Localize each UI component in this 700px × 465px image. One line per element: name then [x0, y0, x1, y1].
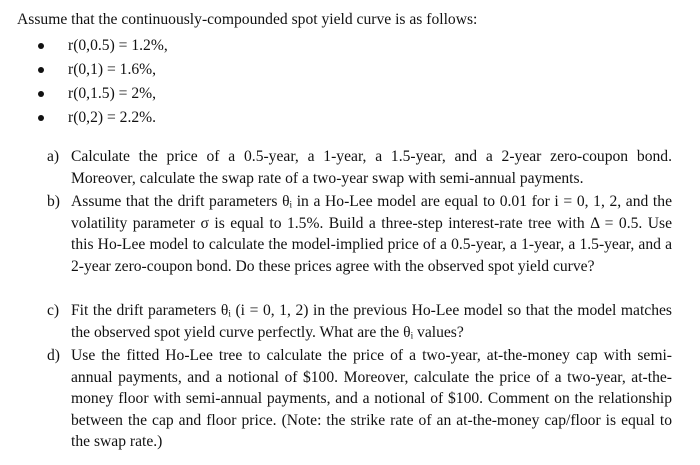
yield-curve-formula: r(0,0.5) = 1.2%, [68, 37, 168, 54]
yield-curve-item [35, 58, 168, 82]
question-label: a) [47, 148, 60, 165]
bullet-icon [38, 115, 44, 121]
yield-curve-formula: r(0,1) = 1.6%, [68, 61, 157, 78]
question-text: Fit the drift parameters θᵢ (i = 0, 1, 2) in the previous Ho-Lee model so that the model matches the observed spot yield curve perfectly. What are the θᵢ values? [71, 302, 672, 341]
yield-curve-formula: r(0,1.5) = 2%, [68, 85, 157, 102]
yield-curve-item [35, 34, 168, 58]
question-text: Assume that the drift parameters θᵢ in a Ho-Lee model are equal to 0.01 for i = 0, 1, 2, and the volatility parameter σ is equal to 1.5%. Build a three-step interest-rate tree with Δ = 0.5. Use this Ho-Lee model to calculate the model-implied price of a 0.5-year, a 1-year, a 1.5-year, and a 2-year zero-coupon bond. Do these prices agree with the observed spot yield curve? [71, 193, 672, 275]
yield-curve-list [35, 34, 168, 130]
yield-curve-formula: r(0,2) = 2.2%. [68, 109, 157, 126]
yield-curve-item [35, 82, 168, 106]
bullet-icon [38, 43, 44, 49]
question-label: c) [47, 302, 60, 319]
bullet-icon [38, 67, 44, 73]
question-label: b) [47, 193, 60, 210]
question-text: Calculate the price of a 0.5-year, a 1-year, a 1.5-year, and a 2-year zero-coupon bond. Moreover, calculate the swap rate of a two-year swap with semi-annual payments. [71, 148, 672, 187]
yield-curve-item [35, 106, 168, 130]
question-text: Use the fitted Ho-Lee tree to calculate the price of a two-year, at-the-money cap with semi-annual payments, and a notional of $100. Moreover, calculate the price of a two-year, at-the-money floor with semi-annual payments, and a notional of $100. Comment on the relationship between the cap and floor price. (Note: the strike rate of an at-the-money cap/floor is equal to the swap rate.) [71, 347, 672, 450]
question-label: d) [47, 347, 60, 364]
bullet-icon [38, 91, 44, 97]
intro-text: Assume that the continuously-compounded spot yield curve is as follows: [17, 11, 478, 28]
